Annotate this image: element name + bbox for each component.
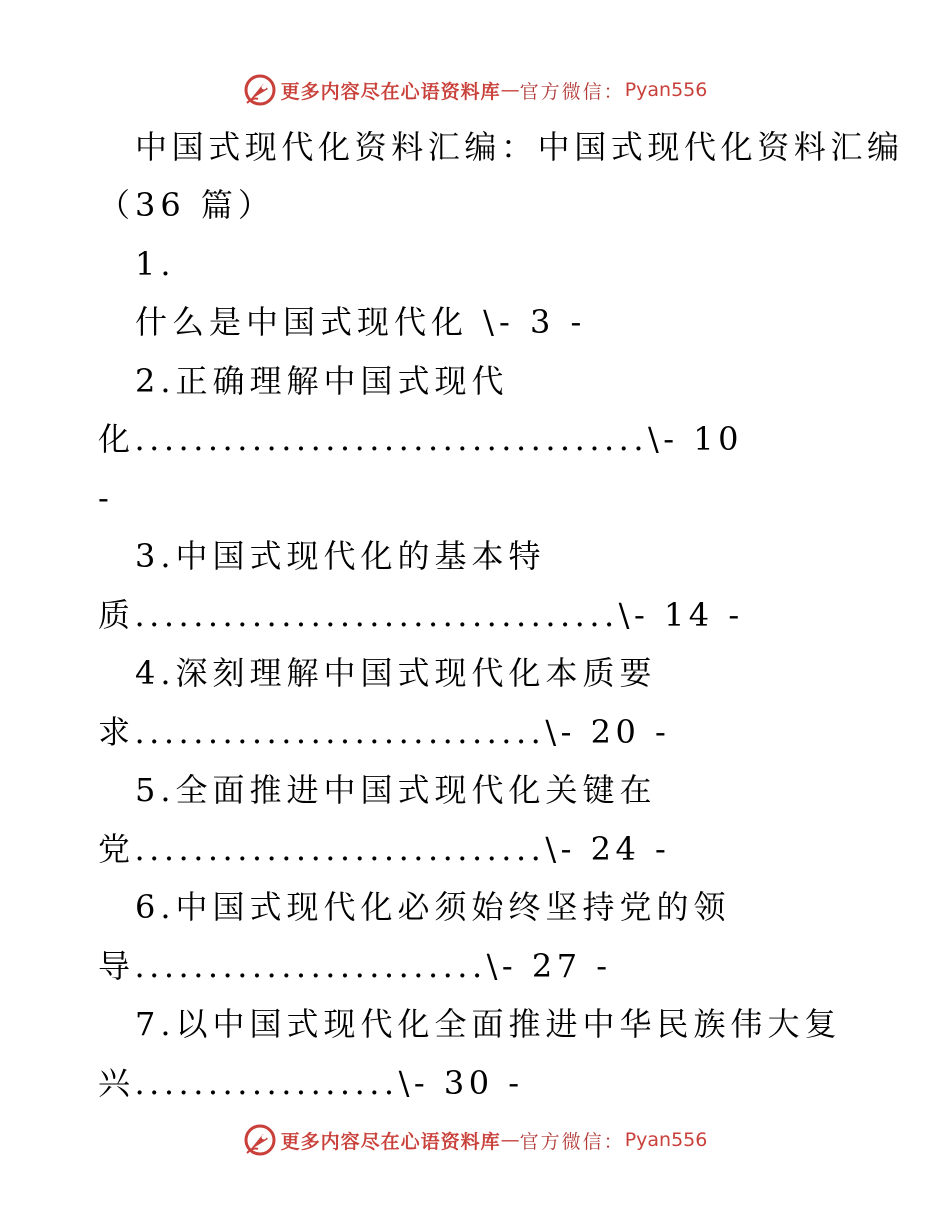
banner-wechat-label: 官方微信：	[519, 80, 625, 103]
pen-nib-logo-icon	[243, 73, 277, 107]
banner-main-text: 更多内容尽在心语资料库	[280, 1130, 501, 1153]
header-watermark-banner	[0, 70, 950, 110]
toc-item-4-leader: 求............................\- 20 -	[98, 713, 671, 751]
banner-dash: —	[500, 79, 520, 101]
banner-wechat-id: Pyan556	[624, 79, 708, 101]
toc-item-2-page-suffix: -	[98, 479, 114, 517]
pen-nib-logo-icon	[243, 1123, 277, 1157]
toc-item-3-title: 3.中国式现代化的基本特	[135, 537, 546, 575]
toc-item-5-title: 5.全面推进中国式现代化关键在	[135, 771, 657, 809]
toc-item-7-title: 7.以中国式现代化全面推进中华民族伟大复	[135, 1005, 842, 1043]
footer-watermark-banner	[0, 1120, 950, 1160]
toc-item-2-leader: 化...................................\- 10	[98, 420, 744, 458]
toc-item-6-leader: 导........................\- 27 -	[98, 947, 612, 985]
banner-wechat-id: Pyan556	[624, 1129, 708, 1151]
banner-main-text: 更多内容尽在心语资料库	[280, 80, 501, 103]
toc-item-5-leader: 党............................\- 24 -	[98, 830, 671, 868]
toc-item-3-leader: 质.................................\- 14 -	[98, 596, 744, 634]
toc-item-1: 什么是中国式现代化 \- 3 -	[135, 303, 587, 341]
banner-wechat-label: 官方微信：	[519, 1130, 625, 1153]
doc-title-line-2: （36 篇）	[98, 186, 275, 224]
toc-item-2-title: 2.正确理解中国式现代	[135, 362, 509, 400]
toc-item-7-leader: 兴..................\- 30 -	[98, 1064, 524, 1102]
banner-dash: —	[500, 1129, 520, 1151]
toc-item-6-title: 6.中国式现代化必须始终坚持党的领	[135, 888, 731, 926]
toc-item-1-number: 1.	[135, 245, 176, 283]
doc-title-line-1: 中国式现代化资料汇编：中国式现代化资料汇编	[135, 128, 904, 166]
toc-item-4-title: 4.深刻理解中国式现代化本质要	[135, 654, 657, 692]
